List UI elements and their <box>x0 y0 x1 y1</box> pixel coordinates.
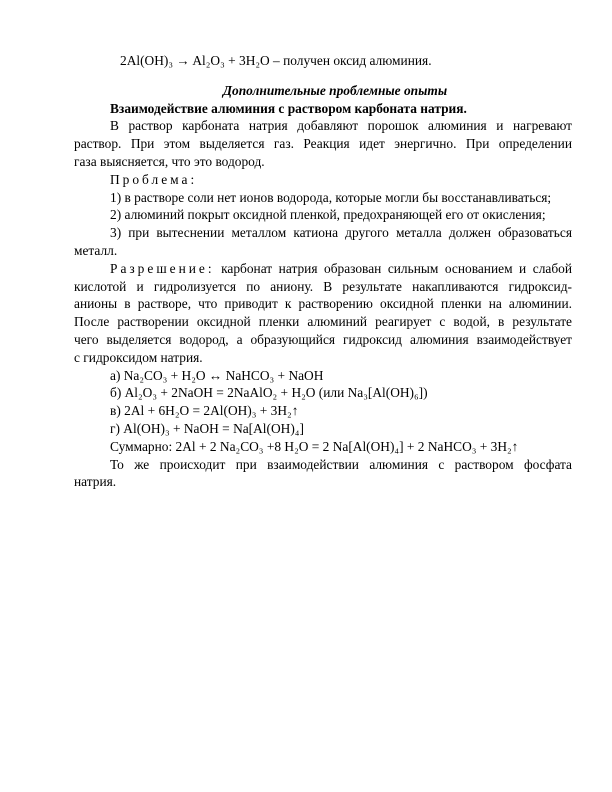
conclusion-line: То же происходит при взаимодействии алюминия с раствором фосфата <box>110 456 572 472</box>
summary-equation: Суммарно: 2Al + 2 Na₂CO₃ +8 H₂O = 2 Na[Al(OH)₄] + 2 NaHCO₃ + 3H₂↑ <box>110 438 519 454</box>
problem-label: Проблема: <box>110 171 198 187</box>
conclusion-paragraph <box>74 456 572 492</box>
intro-paragraph <box>74 117 572 170</box>
intro-line: газа выясняется, что это водород. <box>74 153 265 169</box>
resolution-line: чего выделяется водород, а образующийся гидроксид алюминия взаимодействует <box>74 331 572 347</box>
resolution-line: с гидроксидом натрия. <box>74 349 203 365</box>
experiment-heading: Взаимодействие алюминия с раствором карбоната натрия. <box>110 100 467 116</box>
intro-line: раствор. При этом выделяется газ. Реакция идет энергично. При определении <box>74 136 572 152</box>
reaction-equation: в) 2Al + 6H₂O = 2Al(OH)₃ + 3H₂↑ <box>110 403 299 419</box>
problem-item: 3) при вытеснении металлом катиона другого металла должен образоваться <box>110 225 572 241</box>
resolution-paragraph <box>74 260 572 367</box>
reaction-equation: г) Al(OH)₃ + NaOH = Na[Al(OH)₄] <box>110 420 304 436</box>
top-equation: 2Al(OH)₃ → Al₂O₃ + 3H₂O – получен оксид алюминия. <box>120 53 432 68</box>
problem-item: 2) алюминий покрыт оксидной пленкой, предохраняющей его от окисления; <box>110 207 546 223</box>
problem-list <box>74 189 572 260</box>
intro-line: В раствор карбоната натрия добавляют порошок алюминия и нагревают <box>110 118 572 134</box>
section-title: Дополнительные проблемные опыты <box>222 82 448 98</box>
problem-item-continued: металл. <box>74 242 118 258</box>
conclusion-line: натрия. <box>74 474 117 490</box>
document-page <box>74 52 572 491</box>
reaction-equation: а) Na₂CO₃ + H₂O ↔ NaHCO₃ + NaOH <box>110 367 324 383</box>
reaction-equation: б) Al₂O₃ + 2NaOH = 2NaAlO₂ + H₂O (или Na₃[Al(OH)₆]) <box>110 385 428 401</box>
resolution-label: Разрешение: <box>110 260 215 276</box>
resolution-line: После растворении оксидной пленки алюминий реагирует с водой, в результате <box>74 314 572 330</box>
resolution-line: карбонат натрия образован сильным основанием и слабой <box>214 260 572 276</box>
resolution-line: кислотой и гидролизуется по аниону. В результате накапливаются гидроксид- <box>74 278 572 294</box>
resolution-first-line <box>74 260 572 278</box>
problem-item: 1) в растворе соли нет ионов водорода, которые могли бы восстанавливаться; <box>110 189 552 205</box>
resolution-line: анионы в растворе, что приводит к растворению оксидной пленки на алюминии. <box>74 296 572 312</box>
reaction-list <box>74 367 572 456</box>
